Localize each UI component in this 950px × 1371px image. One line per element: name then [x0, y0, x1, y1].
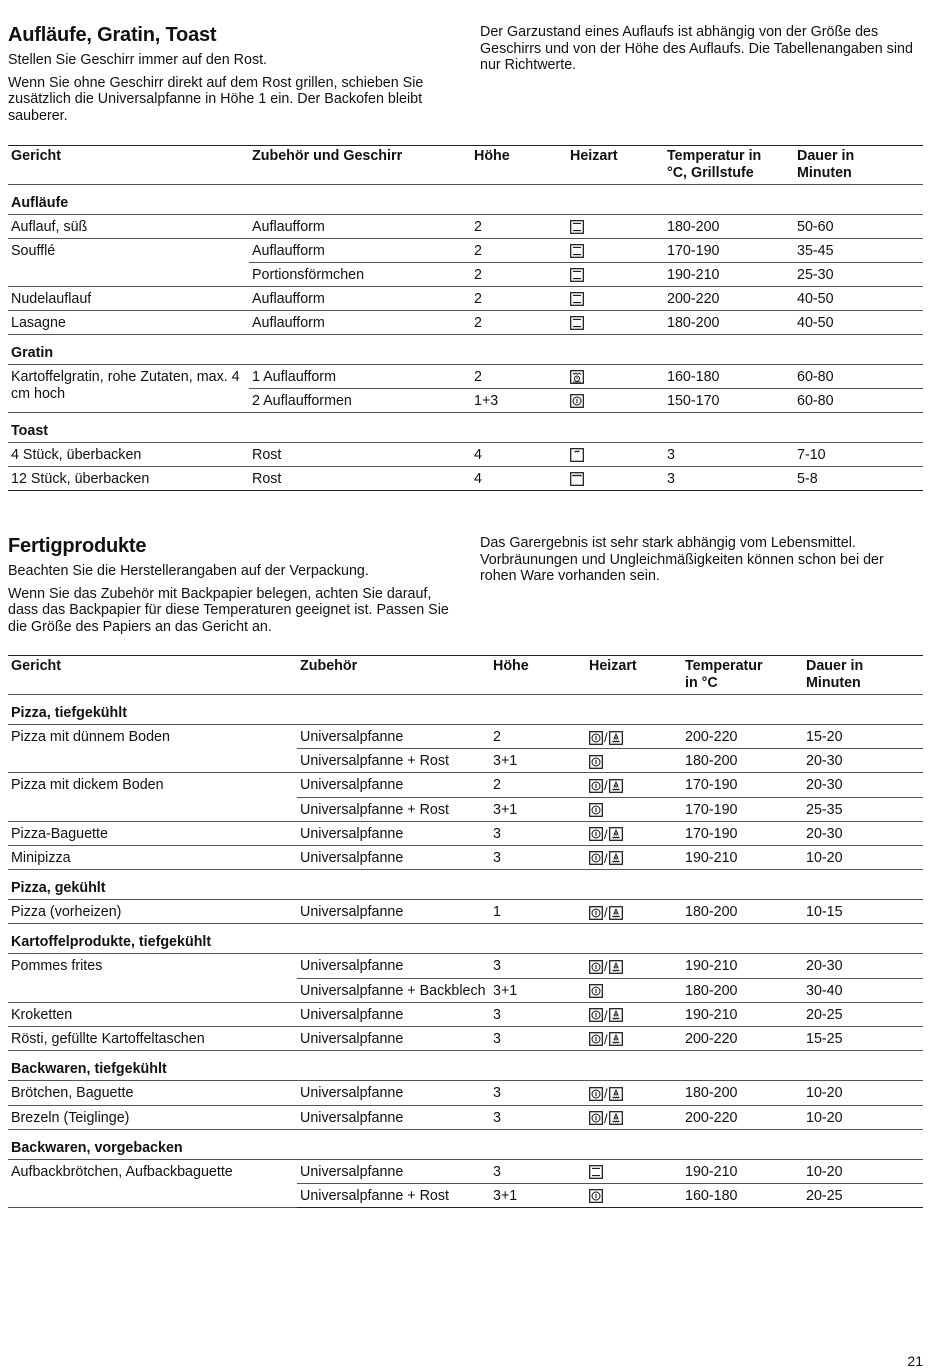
- dish-cell: Pizza mit dünnem Boden: [8, 725, 297, 773]
- table-row: [8, 773, 923, 797]
- height-cell: 2: [471, 215, 567, 239]
- accessory-cell: Auflaufform: [249, 215, 471, 239]
- mode-separator: /: [604, 1086, 608, 1102]
- column-header-height: Höhe: [471, 146, 567, 185]
- pizza-setting-icon: [609, 827, 623, 841]
- accessory-cell: Universalpfanne + Rost: [297, 749, 490, 773]
- temperature-cell: 170-190: [682, 797, 803, 821]
- pizza-setting-icon: [609, 779, 623, 793]
- dish-cell: Kartoffelgratin, rohe Zutaten, max. 4 cm hoch: [8, 365, 249, 413]
- 3d-hot-air-icon: [589, 827, 603, 841]
- height-cell: 3+1: [490, 978, 586, 1002]
- mode-separator: /: [604, 778, 608, 794]
- table-row: [8, 954, 923, 978]
- accessory-cell: Rost: [249, 467, 471, 491]
- pizza-setting-icon: [609, 731, 623, 745]
- group-label: Backwaren, vorgebacken: [8, 1129, 923, 1159]
- temperature-cell: 200-220: [664, 287, 794, 311]
- 3d-hot-air-icon: [589, 1008, 603, 1022]
- mode-separator: /: [604, 826, 608, 842]
- table-row: [8, 725, 923, 749]
- dish-cell: Lasagne: [8, 311, 249, 335]
- duration-cell: 10-20: [803, 1159, 923, 1183]
- table-row: [8, 900, 923, 924]
- heating-mode-cell: [586, 978, 682, 1002]
- heating-mode-cell: [586, 1026, 682, 1050]
- table-row: [8, 239, 923, 263]
- heating-mode-cell: [567, 239, 664, 263]
- 3d-hot-air-icon: [589, 1189, 603, 1203]
- mode-separator: /: [604, 1031, 608, 1047]
- height-cell: 2: [471, 311, 567, 335]
- heating-mode-cell: [586, 1002, 682, 1026]
- heating-mode-cell: [567, 467, 664, 491]
- table-row: [8, 1002, 923, 1026]
- temperature-cell: 190-210: [682, 845, 803, 869]
- duration-cell: 20-30: [803, 749, 923, 773]
- duration-cell: 10-20: [803, 1105, 923, 1129]
- heating-mode-cell: [567, 443, 664, 467]
- temperature-cell: 200-220: [682, 1105, 803, 1129]
- column-header-heating-mode: Heizart: [586, 656, 682, 695]
- duration-cell: 10-20: [803, 845, 923, 869]
- accessory-cell: Auflaufform: [249, 311, 471, 335]
- height-cell: 4: [471, 443, 567, 467]
- pizza-setting-icon: [609, 1111, 623, 1125]
- top-bottom-heat-icon: [570, 316, 584, 330]
- heating-mode-cell: [567, 311, 664, 335]
- table-row: [8, 311, 923, 335]
- height-cell: 2: [471, 365, 567, 389]
- height-cell: 2: [471, 239, 567, 263]
- top-bottom-heat-icon: [570, 220, 584, 234]
- accessory-cell: Universalpfanne: [297, 821, 490, 845]
- accessory-cell: Universalpfanne + Rost: [297, 1183, 490, 1207]
- duration-cell: 60-80: [794, 389, 923, 413]
- group-label: Toast: [8, 413, 923, 443]
- duration-cell: 7-10: [794, 443, 923, 467]
- dish-cell: Auflauf, süß: [8, 215, 249, 239]
- intro-right-column: [480, 535, 923, 591]
- temperature-cell: 3: [664, 467, 794, 491]
- height-cell: 3+1: [490, 749, 586, 773]
- accessory-cell: Universalpfanne: [297, 1026, 490, 1050]
- column-header-heating-mode: Heizart: [567, 146, 664, 185]
- temperature-cell: 3: [664, 443, 794, 467]
- grill-large-icon: [570, 472, 584, 486]
- duration-cell: 60-80: [794, 365, 923, 389]
- temperature-cell: 180-200: [682, 900, 803, 924]
- duration-cell: 40-50: [794, 311, 923, 335]
- 3d-hot-air-icon: [589, 906, 603, 920]
- temperature-cell: 200-220: [682, 725, 803, 749]
- 3d-hot-air-icon: [589, 755, 603, 769]
- section-title: Aufläufe, Gratin, Toast: [8, 24, 217, 46]
- heating-mode-cell: [586, 749, 682, 773]
- accessory-cell: Universalpfanne: [297, 1105, 490, 1129]
- height-cell: 3: [490, 845, 586, 869]
- heating-mode-cell: [586, 797, 682, 821]
- accessory-cell: Universalpfanne + Rost: [297, 797, 490, 821]
- duration-cell: 15-25: [803, 1026, 923, 1050]
- dish-cell: Kroketten: [8, 1002, 297, 1026]
- pizza-setting-icon: [609, 1008, 623, 1022]
- mode-separator: /: [604, 730, 608, 745]
- duration-cell: 25-30: [794, 263, 923, 287]
- accessory-cell: Rost: [249, 443, 471, 467]
- column-header-height: Höhe: [490, 656, 586, 695]
- heating-mode-cell: [586, 845, 682, 869]
- column-header-temperature: Temperatur in °C, Grillstufe: [664, 146, 794, 185]
- height-cell: 3: [490, 1081, 586, 1105]
- group-label: Aufläufe: [8, 185, 923, 215]
- 3d-hot-air-icon: [589, 803, 603, 817]
- height-cell: 3: [490, 1105, 586, 1129]
- heating-mode-cell: [567, 263, 664, 287]
- 3d-hot-air-icon: [589, 1111, 603, 1125]
- intro-paragraph: Das Garergebnis ist sehr stark abhängig vom Lebensmittel. Vorbräunungen und Ungleichmäßigkeiten können schon bei der rohen Ware vorhanden sein.: [480, 535, 884, 584]
- fertigprodukte-table: [8, 655, 923, 1208]
- table-row: [8, 1081, 923, 1105]
- column-header-temperature: Temperatur in °C: [682, 656, 803, 695]
- intro-paragraph: Wenn Sie ohne Geschirr direkt auf dem Rost grillen, schieben Sie zusätzlich die Universalpfanne in Höhe 1 ein. Der Backofen bleibt sauberer.: [8, 74, 424, 124]
- duration-cell: 20-30: [803, 821, 923, 845]
- duration-cell: 10-15: [803, 900, 923, 924]
- duration-cell: 35-45: [794, 239, 923, 263]
- temperature-cell: 200-220: [682, 1026, 803, 1050]
- 3d-hot-air-icon: [589, 1087, 603, 1101]
- temperature-cell: 190-210: [664, 263, 794, 287]
- mode-separator: /: [604, 850, 608, 866]
- accessory-cell: Universalpfanne: [297, 725, 490, 749]
- height-cell: 3: [490, 821, 586, 845]
- group-label: Backwaren, tiefgekühlt: [8, 1051, 923, 1081]
- group-label: Pizza, gekühlt: [8, 870, 923, 900]
- temperature-cell: 180-200: [664, 311, 794, 335]
- heating-mode-cell: [586, 1081, 682, 1105]
- table-row: [8, 365, 923, 389]
- dish-cell: Brezeln (Teiglinge): [8, 1105, 297, 1129]
- heating-mode-cell: [586, 1105, 682, 1129]
- heating-mode-cell: [586, 821, 682, 845]
- duration-cell: 50-60: [794, 215, 923, 239]
- duration-cell: 20-25: [803, 1002, 923, 1026]
- table-header-row: [8, 656, 923, 695]
- 3d-hot-air-icon: [570, 394, 584, 408]
- table-row: [8, 821, 923, 845]
- dish-cell: Pizza-Baguette: [8, 821, 297, 845]
- height-cell: 3: [490, 1026, 586, 1050]
- temperature-cell: 180-200: [664, 215, 794, 239]
- table-row: [8, 215, 923, 239]
- heating-mode-cell: [567, 287, 664, 311]
- intro-right-column: [480, 24, 923, 80]
- mode-separator: /: [604, 1007, 608, 1023]
- heating-mode-cell: [567, 215, 664, 239]
- accessory-cell: Universalpfanne: [297, 1002, 490, 1026]
- heating-mode-cell: [586, 725, 682, 749]
- mode-separator: /: [604, 905, 608, 921]
- dish-cell: Minipizza: [8, 845, 297, 869]
- height-cell: 1+3: [471, 389, 567, 413]
- table-row: [8, 1105, 923, 1129]
- intro-left-column: [8, 24, 458, 130]
- duration-cell: 10-20: [803, 1081, 923, 1105]
- top-bottom-heat-icon: [589, 1165, 603, 1179]
- heating-mode-cell: [567, 365, 664, 389]
- mode-separator: /: [604, 959, 608, 975]
- dish-cell: 12 Stück, überbacken: [8, 467, 249, 491]
- dish-cell: Pommes frites: [8, 954, 297, 1002]
- accessory-cell: 2 Auflaufformen: [249, 389, 471, 413]
- height-cell: 2: [471, 263, 567, 287]
- accessory-cell: Universalpfanne: [297, 954, 490, 978]
- 3d-hot-air-icon: [589, 984, 603, 998]
- dish-cell: Soufflé: [8, 239, 249, 287]
- dish-cell: Rösti, gefüllte Kartoffeltaschen: [8, 1026, 297, 1050]
- table-row: [8, 467, 923, 491]
- accessory-cell: Portionsförmchen: [249, 263, 471, 287]
- height-cell: 2: [471, 287, 567, 311]
- column-header-dish: Gericht: [8, 656, 297, 695]
- accessory-cell: 1 Auflaufform: [249, 365, 471, 389]
- accessory-cell: Universalpfanne + Backblech: [297, 978, 490, 1002]
- pizza-setting-icon: [609, 906, 623, 920]
- temperature-cell: 180-200: [682, 978, 803, 1002]
- grill-small-icon: [570, 448, 584, 462]
- height-cell: 1: [490, 900, 586, 924]
- accessory-cell: Universalpfanne: [297, 1081, 490, 1105]
- table-row: [8, 443, 923, 467]
- table-row: [8, 287, 923, 311]
- accessory-cell: Auflaufform: [249, 287, 471, 311]
- height-cell: 3: [490, 1159, 586, 1183]
- group-label: Pizza, tiefgekühlt: [8, 695, 923, 725]
- pizza-setting-icon: [609, 1087, 623, 1101]
- heating-mode-cell: [586, 773, 682, 797]
- accessory-cell: Universalpfanne: [297, 845, 490, 869]
- temperature-cell: 150-170: [664, 389, 794, 413]
- 3d-hot-air-icon: [589, 851, 603, 865]
- mode-separator: /: [604, 1110, 608, 1126]
- intro-paragraph: Beachten Sie die Herstellerangaben auf der Verpackung.: [8, 563, 369, 579]
- group-row: [8, 870, 923, 900]
- column-header-duration: Dauer in Minuten: [803, 656, 923, 695]
- page-number: 21: [907, 1353, 923, 1369]
- height-cell: 3: [490, 954, 586, 978]
- temperature-cell: 170-190: [664, 239, 794, 263]
- accessory-cell: Universalpfanne: [297, 1159, 490, 1183]
- group-row: [8, 185, 923, 215]
- group-label: Gratin: [8, 335, 923, 365]
- column-header-duration: Dauer in Minuten: [794, 146, 923, 185]
- group-label: Kartoffelprodukte, tiefgekühlt: [8, 924, 923, 954]
- height-cell: 4: [471, 467, 567, 491]
- height-cell: 2: [490, 773, 586, 797]
- column-header-accessory: Zubehör und Geschirr: [249, 146, 471, 185]
- group-row: [8, 924, 923, 954]
- table-row: [8, 1026, 923, 1050]
- dish-cell: Pizza mit dickem Boden: [8, 773, 297, 821]
- 3d-hot-air-icon: [589, 960, 603, 974]
- temperature-cell: 190-210: [682, 954, 803, 978]
- height-cell: 3+1: [490, 797, 586, 821]
- heating-mode-cell: [586, 1183, 682, 1207]
- temperature-cell: 170-190: [682, 821, 803, 845]
- dish-cell: 4 Stück, überbacken: [8, 443, 249, 467]
- heating-mode-cell: [586, 954, 682, 978]
- temperature-cell: 190-210: [682, 1159, 803, 1183]
- section-title: Fertigprodukte: [8, 535, 147, 557]
- table-row: [8, 845, 923, 869]
- dish-cell: Brötchen, Baguette: [8, 1081, 297, 1105]
- group-row: [8, 335, 923, 365]
- heating-mode-cell: [586, 900, 682, 924]
- temperature-cell: 170-190: [682, 773, 803, 797]
- group-row: [8, 413, 923, 443]
- 3d-hot-air-icon: [589, 779, 603, 793]
- group-row: [8, 695, 923, 725]
- column-header-accessory: Zubehör: [297, 656, 490, 695]
- duration-cell: 5-8: [794, 467, 923, 491]
- intro-paragraph: Der Garzustand eines Auflaufs ist abhängig von der Größe des Geschirrs und von der Höhe des Auflaufs. Die Tabellenangaben sind nur Richtwerte.: [480, 24, 913, 73]
- pizza-setting-icon: [609, 1032, 623, 1046]
- group-row: [8, 1051, 923, 1081]
- dish-cell: Aufbackbrötchen, Aufbackbaguette: [8, 1159, 297, 1207]
- duration-cell: 30-40: [803, 978, 923, 1002]
- group-row: [8, 1129, 923, 1159]
- heating-mode-cell: [567, 389, 664, 413]
- height-cell: 2: [490, 725, 586, 749]
- 3d-hot-air-icon: [589, 731, 603, 745]
- duration-cell: 20-30: [803, 773, 923, 797]
- temperature-cell: 190-210: [682, 1002, 803, 1026]
- temperature-cell: 160-180: [682, 1183, 803, 1207]
- pizza-setting-icon: [609, 851, 623, 865]
- top-bottom-heat-icon: [570, 244, 584, 258]
- dish-cell: Pizza (vorheizen): [8, 900, 297, 924]
- pizza-setting-icon: [609, 960, 623, 974]
- duration-cell: 20-25: [803, 1183, 923, 1207]
- duration-cell: 40-50: [794, 287, 923, 311]
- height-cell: 3+1: [490, 1183, 586, 1207]
- 3d-hot-air-icon: [589, 1032, 603, 1046]
- intro-paragraph: Stellen Sie Geschirr immer auf den Rost.: [8, 52, 268, 68]
- height-cell: 3: [490, 1002, 586, 1026]
- accessory-cell: Auflaufform: [249, 239, 471, 263]
- accessory-cell: Universalpfanne: [297, 900, 490, 924]
- dish-cell: Nudelauflauf: [8, 287, 249, 311]
- table-header-row: [8, 146, 923, 185]
- column-header-dish: Gericht: [8, 146, 249, 185]
- accessory-cell: Universalpfanne: [297, 773, 490, 797]
- intro-paragraph: Wenn Sie das Zubehör mit Backpapier belegen, achten Sie darauf, dass das Backpapier für diese Temperaturen geeignet ist. Passen Sie die Größe des Papiers an das Gericht an.: [8, 585, 449, 635]
- temperature-cell: 180-200: [682, 749, 803, 773]
- hot-air-grill-icon: [570, 370, 584, 384]
- temperature-cell: 160-180: [664, 365, 794, 389]
- duration-cell: 20-30: [803, 954, 923, 978]
- duration-cell: 15-20: [803, 725, 923, 749]
- table-row: [8, 1159, 923, 1183]
- auflaeufe-table: [8, 145, 923, 491]
- temperature-cell: 180-200: [682, 1081, 803, 1105]
- top-bottom-heat-icon: [570, 292, 584, 306]
- heating-mode-cell: [586, 1159, 682, 1183]
- intro-left-column: [8, 535, 458, 641]
- duration-cell: 25-35: [803, 797, 923, 821]
- top-bottom-heat-icon: [570, 268, 584, 282]
